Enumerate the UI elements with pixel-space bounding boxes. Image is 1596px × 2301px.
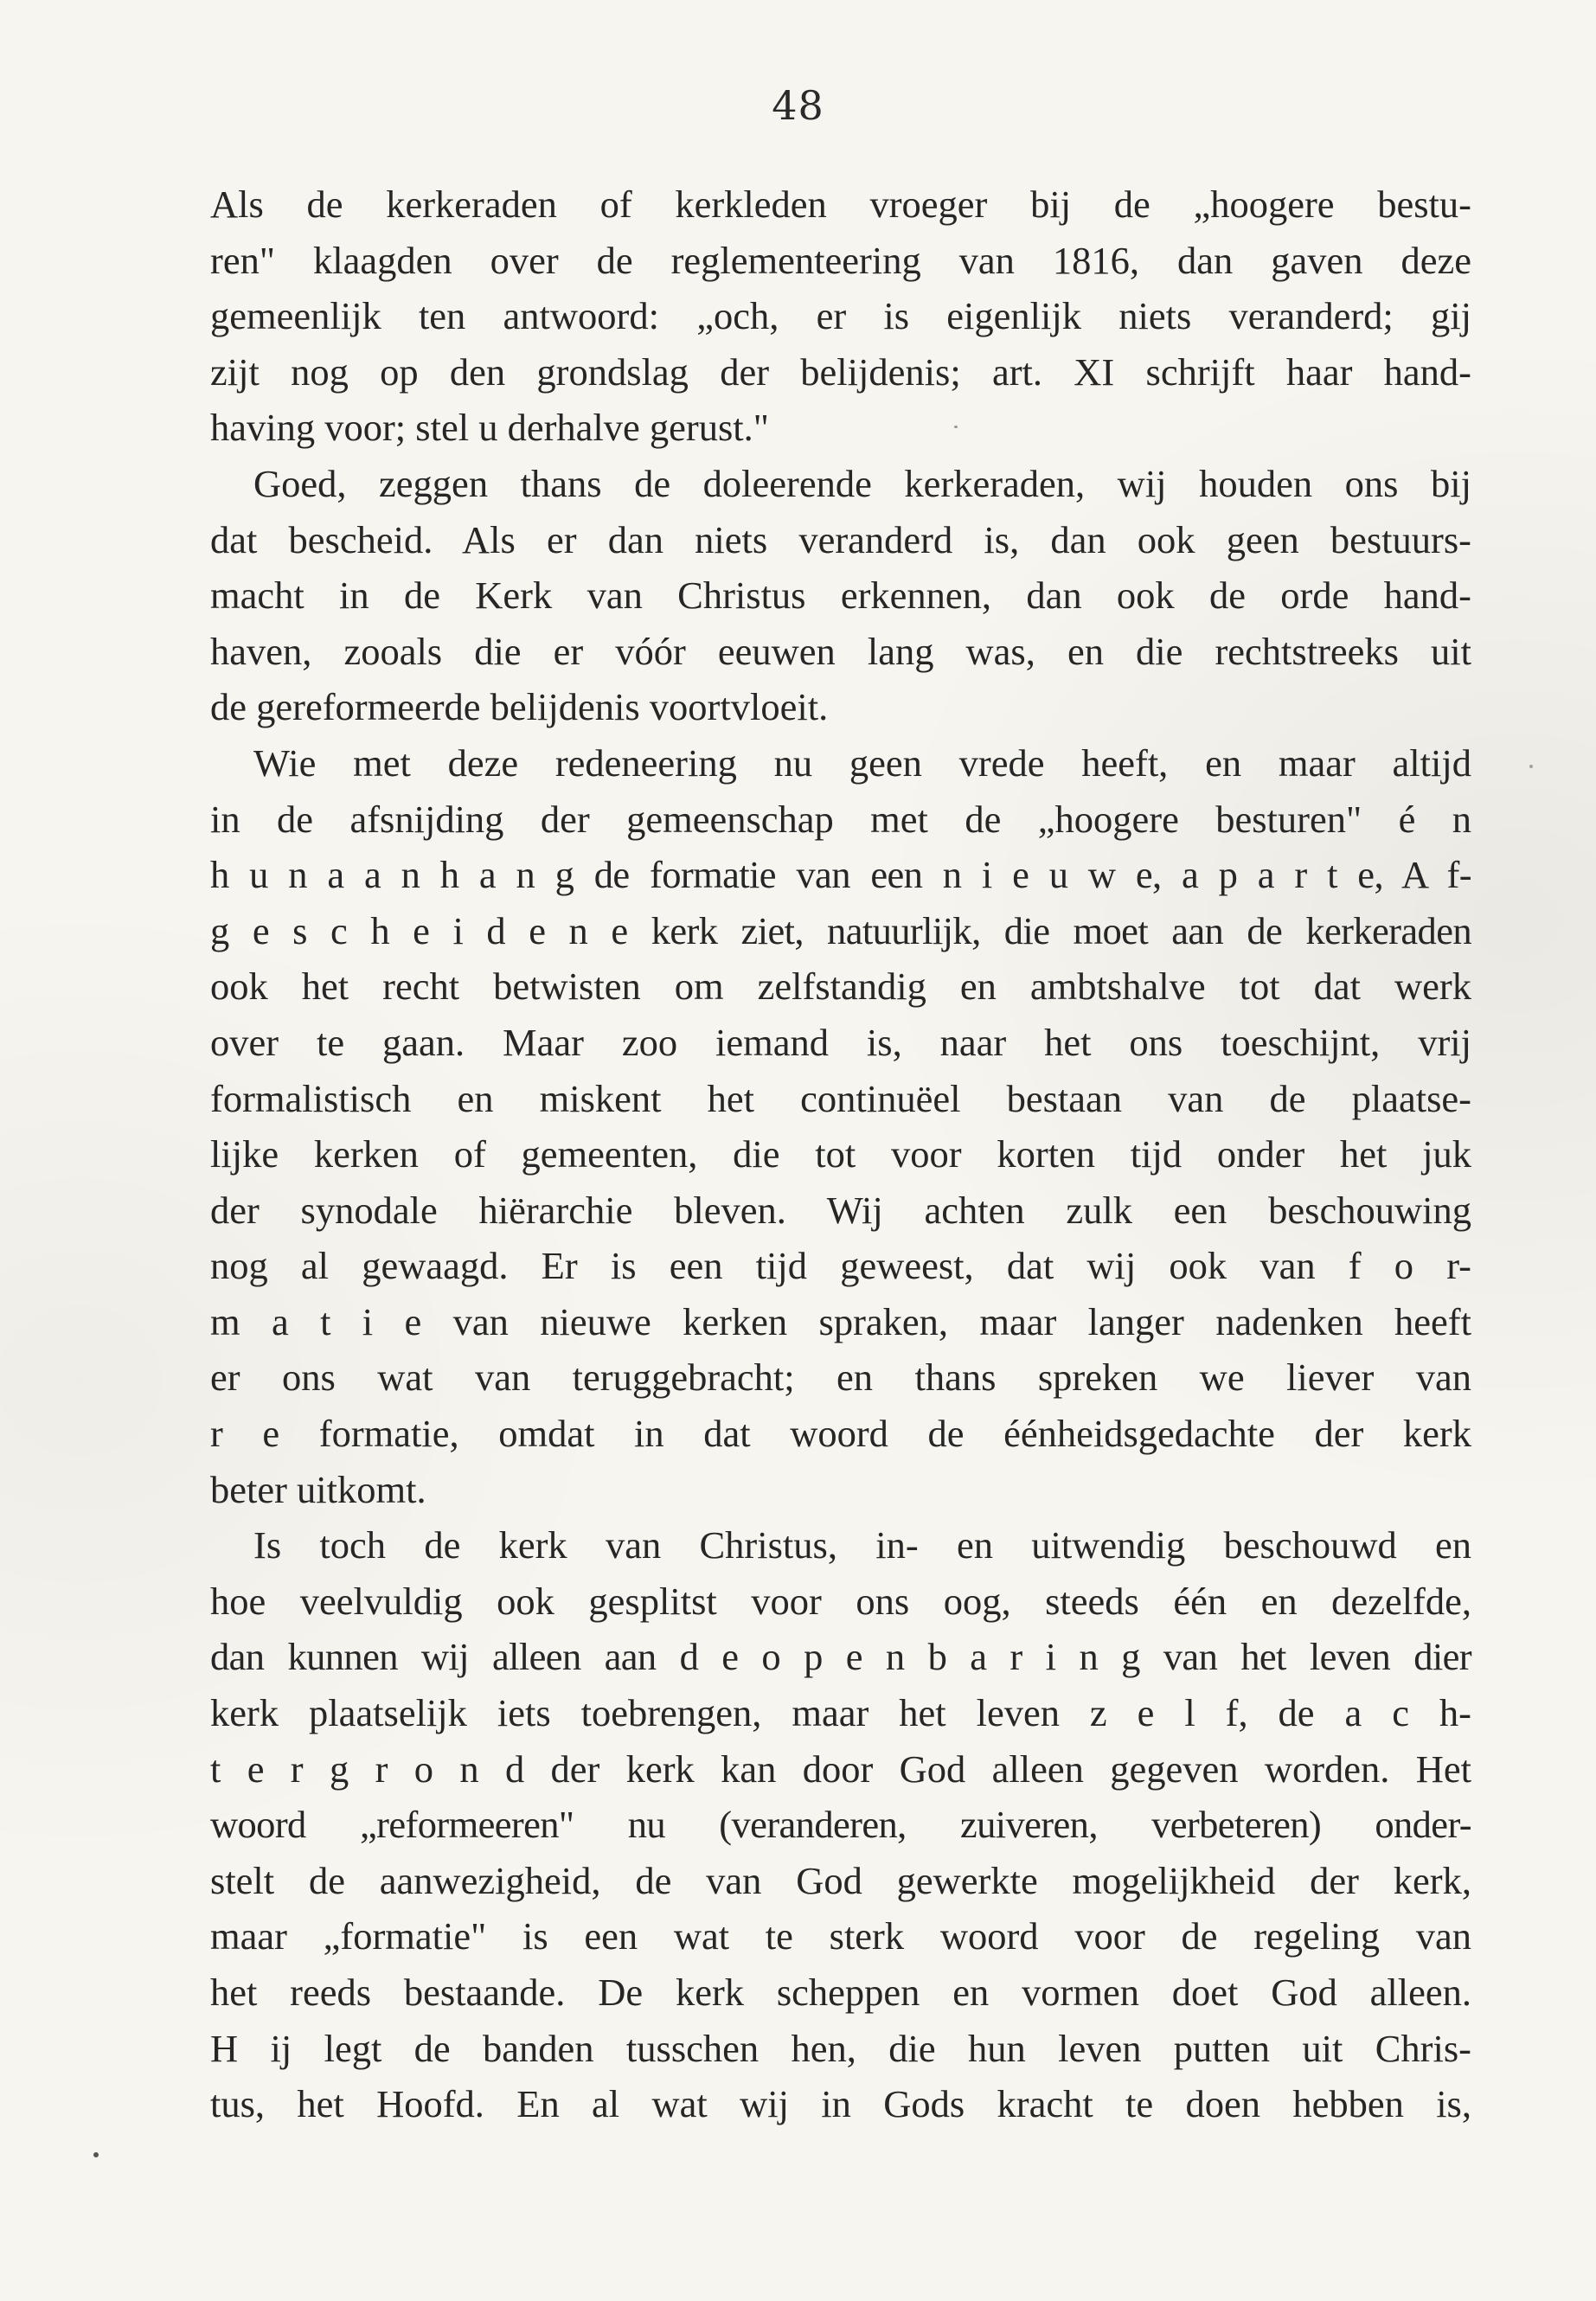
text-line: tus, het Hoofd. En al wat wij in Gods kracht te doen hebben is, (210, 2082, 1471, 2126)
text-line: hoe veelvuldig ook gesplitst voor ons oog, steeds één en dezelfde, (210, 1579, 1471, 1623)
text-line: having voor; stel u derhalve gerust." (210, 406, 769, 450)
text-line: beter uitkomt. (210, 1467, 426, 1511)
page-number: 48 (772, 82, 824, 129)
text-line: zijt nog op den grondslag der belijdenis; art. XI schrijft haar hand- (210, 349, 1471, 394)
text-line: Wie met deze redeneering nu geen vrede heeft, en maar altijd (253, 740, 1471, 785)
scan-speck (93, 2152, 99, 2157)
text-line: m a t i e van nieuwe kerken spraken, maar langer nadenken heeft (210, 1299, 1471, 1343)
text-line: macht in de Kerk van Christus erkennen, dan ook de orde hand- (210, 574, 1471, 618)
text-line: kerk plaatselijk iets toebrengen, maar het leven z e l f, de a c h- (210, 1691, 1471, 1735)
text-line: gemeenlijk ten antwoord: „och, er is eigenlijk niets veranderd; gij (210, 294, 1471, 338)
text-line: haven, zooals die er vóór eeuwen lang was, en die rechtstreeks uit (210, 629, 1471, 673)
text-line: t e r g r o n d der kerk kan door God alleen gegeven worden. Het (210, 1747, 1471, 1791)
text-line: r e formatie, omdat in dat woord de éénheidsgedachte der kerk (210, 1412, 1471, 1456)
text-line: lijke kerken of gemeenten, die tot voor korten tijd onder het juk (210, 1132, 1471, 1176)
text-line: g e s c h e i d e n e kerk ziet, natuurlijk, die moet aan de kerkeraden (210, 908, 1471, 952)
body-text (210, 176, 1471, 2132)
text-line: nog al gewaagd. Er is een tijd geweest, dat wij ook van f o r- (210, 1244, 1471, 1288)
text-line: dat bescheid. Als er dan niets veranderd is, dan ook geen bestuurs- (210, 517, 1471, 561)
text-line: h u n a a n h a n g de formatie van een n i e u w e, a p a r t e, A f- (210, 853, 1471, 897)
text-line: de gereformeerde belijdenis voortvloeit. (210, 685, 829, 729)
text-line: woord „reformeeren" nu (veranderen, zuiveren, verbeteren) onder- (210, 1803, 1471, 1847)
text-line: H ij legt de banden tusschen hen, die hun leven putten uit Chris- (210, 2026, 1471, 2070)
text-line: over te gaan. Maar zoo iemand is, naar het ons toeschijnt, vrij (210, 1020, 1471, 1064)
text-line: der synodale hiërarchie bleven. Wij achten zulk een beschouwing (210, 1188, 1471, 1232)
scan-speck (954, 426, 958, 428)
text-line: het reeds bestaande. De kerk scheppen en vormen doet God alleen. (210, 1971, 1471, 2014)
text-line: Goed, zeggen thans de doleerende kerkeraden, wij houden ons bij (253, 461, 1471, 505)
text-line: stelt de aanwezigheid, de van God gewerkte mogelijkheid der kerk, (210, 1858, 1471, 1902)
text-line: maar „formatie" is een wat te sterk woord voor de regeling van (210, 1914, 1471, 1958)
text-line: dan kunnen wij alleen aan d e o p e n b a r i n g van het leven dier (210, 1635, 1471, 1679)
text-line: ook het recht betwisten om zelfstandig en ambtshalve tot dat werk (210, 965, 1471, 1009)
text-line: Is toch de kerk van Christus, in- en uitwendig beschouwd en (253, 1523, 1471, 1567)
text-line: formalistisch en miskent het continuëel bestaan van de plaatse- (210, 1076, 1471, 1120)
text-line: ren" klaagden over de reglementeering van 1816, dan gaven deze (210, 238, 1471, 282)
text-line: er ons wat van teruggebracht; en thans spreken we liever van (210, 1356, 1471, 1400)
scan-speck (1529, 765, 1533, 768)
text-line: Als de kerkeraden of kerkleden vroeger bij de „hoogere bestu- (210, 183, 1471, 226)
text-line: in de afsnijding der gemeenschap met de „hoogere besturen" é n (210, 797, 1471, 841)
